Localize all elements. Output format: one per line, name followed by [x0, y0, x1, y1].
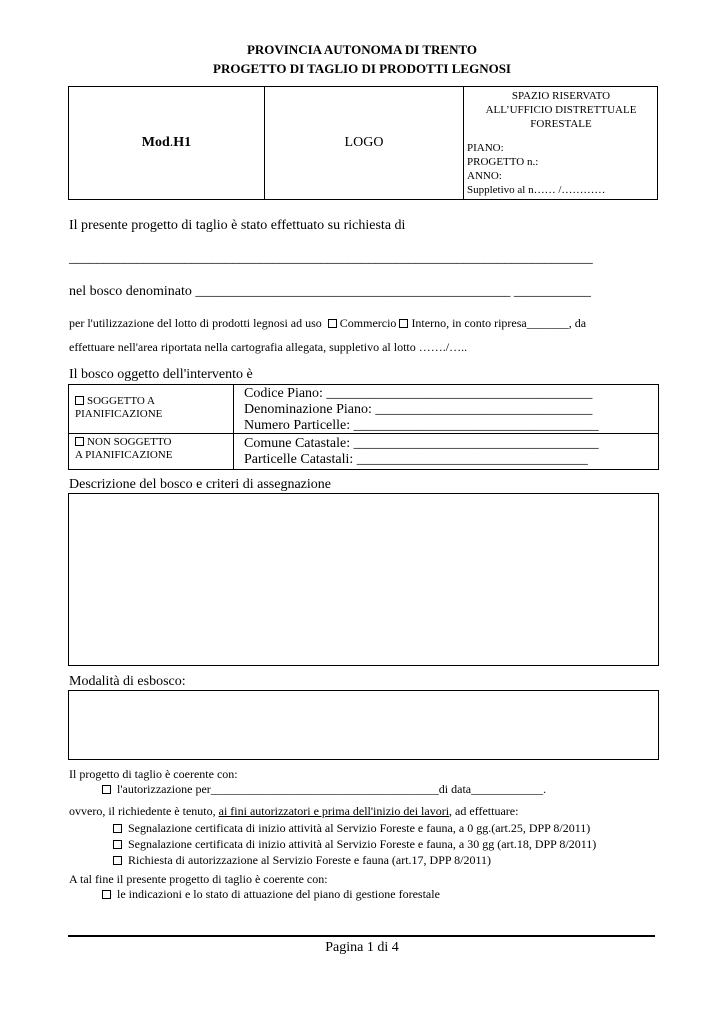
header-table — [68, 86, 658, 200]
reserved-line-1: SPAZIO RISERVATO — [511, 90, 611, 102]
modalita-box[interactable] — [68, 690, 659, 760]
effettuare-text: effettuare nell'area riportata nella cartografia allegata, suppletivo al lotto ……./….. — [69, 340, 468, 354]
option-0-label: Segnalazione certificata di inizio attività al Servizio Foreste e fauna, a 0 gg.(art.25, DPP 8/2011) — [128, 821, 591, 835]
denominazione-piano-field[interactable]: Denominazione Piano: _______________________________ — [244, 402, 593, 417]
codice-piano-field[interactable]: Codice Piano: ______________________________________ — [244, 386, 593, 401]
coerenza-title: Il progetto di taglio è coerente con: — [69, 767, 238, 781]
ovvero-pre: ovvero, il richiedente è tenuto, — [69, 804, 216, 818]
numero-particelle-field[interactable]: Numero Particelle: ___________________________________ — [244, 418, 599, 433]
reserved-line-3: FORESTALE — [530, 118, 592, 130]
bosco-label: nel bosco denominato — [69, 284, 192, 299]
interno-checkbox[interactable] — [399, 319, 408, 328]
interno-label: Interno, in conto ripresa_______, da — [411, 316, 587, 330]
non-soggetto-checkbox[interactable] — [75, 437, 84, 446]
footer-rule — [68, 935, 655, 937]
particelle-catastali-field[interactable]: Particelle Catastali: _________________________________ — [244, 452, 588, 467]
option-0-checkbox[interactable] — [113, 824, 122, 833]
commercio-label: Commercio — [339, 316, 397, 330]
progetto-label: PROGETTO n.: — [467, 156, 539, 168]
richiesta-blank-line[interactable]: _____________________________________________________________________________ — [69, 251, 593, 266]
soggetto-checkbox[interactable] — [75, 396, 84, 405]
commercio-checkbox[interactable] — [328, 319, 337, 328]
reserved-line-2: ALL’UFFICIO DISTRETTUALE — [485, 104, 637, 116]
option-1-label: Segnalazione certificata di inizio attività al Servizio Foreste e fauna, a 30 gg (art.18, DPP 8/2011) — [128, 837, 597, 851]
ovvero-post: , ad effettuare: — [449, 804, 519, 818]
autorizzazione-label: l'autorizzazione per — [117, 782, 211, 796]
suppletivo-label: Suppletivo al n…… /………… — [467, 184, 606, 196]
reserved-cell — [464, 87, 658, 200]
mod-cell — [69, 87, 265, 200]
indicazioni-label: le indicazioni e lo stato di attuazione del piano di gestione forestale — [117, 887, 440, 901]
mod-suffix: H1 — [173, 135, 192, 150]
bosco-blank[interactable]: _____________________________________________ ___________ — [195, 284, 591, 299]
fine-title: A tal fine il presente progetto di taglio è coerente con: — [69, 872, 328, 886]
option-2-checkbox[interactable] — [113, 856, 122, 865]
indicazioni-checkbox[interactable] — [102, 890, 111, 899]
header-line-2: PROGETTO DI TAGLIO DI PRODOTTI LEGNOSI — [213, 61, 511, 76]
logo-cell — [265, 87, 464, 200]
richiesta-text: Il presente progetto di taglio è stato effettuato su richiesta di — [69, 218, 406, 233]
ovvero-underlined: ai fini autorizzatori e prima dell'inizio dei lavori — [218, 804, 450, 818]
options-list — [113, 820, 596, 868]
non-soggetto-label-2: A PIANIFICAZIONE — [75, 449, 173, 461]
modalita-title: Modalità di esbosco: — [69, 674, 186, 689]
non-soggetto-label-1: NON SOGGETTO — [87, 436, 172, 448]
soggetto-label-1: SOGGETTO A — [87, 395, 155, 407]
comune-catastale-field[interactable]: Comune Catastale: ___________________________________ — [244, 436, 599, 451]
page-number: Pagina 1 di 4 — [325, 940, 399, 955]
anno-label: ANNO: — [467, 170, 502, 182]
descrizione-box[interactable] — [68, 493, 659, 666]
option-1-checkbox[interactable] — [113, 840, 122, 849]
mod-dot: . — [169, 135, 174, 150]
autorizzazione-checkbox[interactable] — [102, 785, 111, 794]
bosco-oggetto-table — [68, 384, 659, 470]
autorizzazione-blank[interactable]: ______________________________________ — [210, 782, 439, 796]
mod-prefix: Mod — [141, 135, 170, 150]
di-data-field[interactable]: di data____________. — [438, 782, 547, 796]
piano-label: PIANO: — [467, 142, 504, 154]
header-line-1: PROVINCIA AUTONOMA DI TRENTO — [246, 42, 478, 57]
logo: LOGO — [344, 135, 384, 150]
bosco-oggetto-title: Il bosco oggetto dell'intervento è — [69, 367, 253, 382]
descrizione-title: Descrizione del bosco e criteri di assegnazione — [69, 477, 332, 492]
option-2-label: Richiesta di autorizzazione al Servizio Foreste e fauna (art.17, DPP 8/2011) — [128, 853, 491, 867]
utilizzazione-text: per l'utilizzazione del lotto di prodotti legnosi ad uso — [69, 316, 322, 330]
soggetto-label-2: PIANIFICAZIONE — [75, 408, 163, 420]
